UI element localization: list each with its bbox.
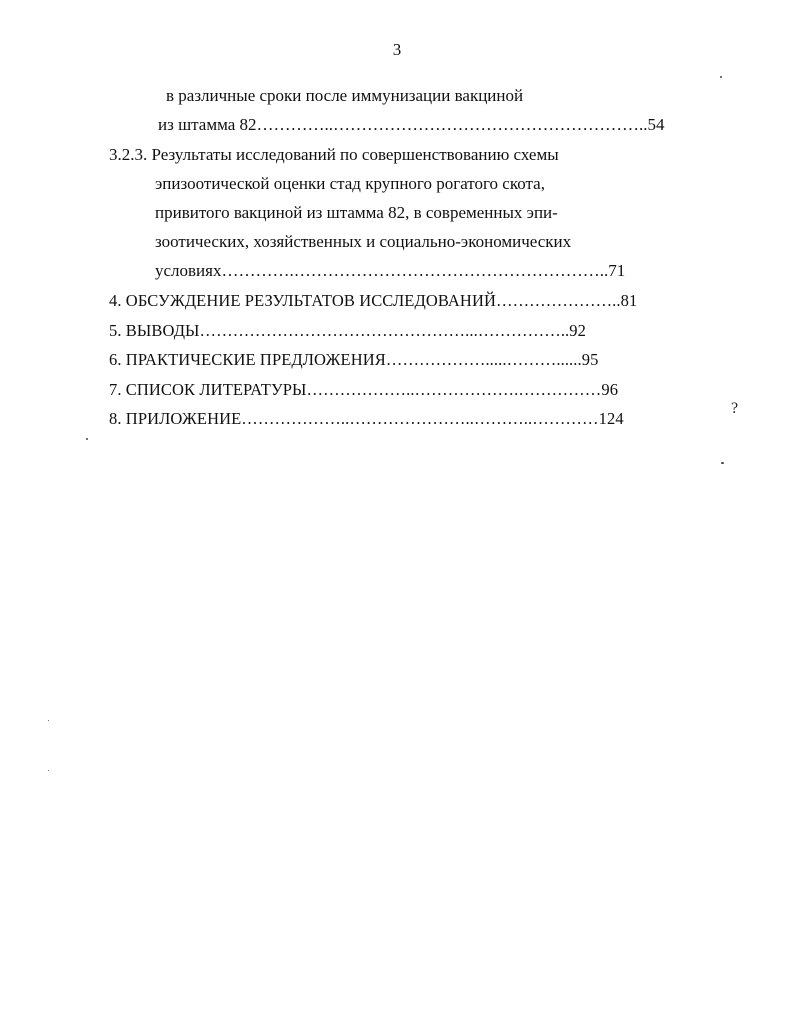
margin-mark: ? [731,400,739,417]
toc-entry-3-2-3-line-3: привитого вакциной из штамма 82, в современных эпи- [155,203,558,222]
toc-entry-3-2-3-line-4: зоотических, хозяйственных и социально-экономических [155,232,572,251]
scan-speck [720,76,722,78]
scan-speck [86,438,88,440]
page-number: 3 [392,40,402,59]
toc-entry-3-2-3-line-2: эпизоотической оценки стад крупного рогатого скота, [155,174,545,193]
toc-entry-7: 7. СПИСОК ЛИТЕРАТУРЫ………………..……………….……………96 [109,380,619,399]
scan-speck [48,770,49,771]
toc-entry-3-2-3: 3.2.3. Результаты исследований по совершенствованию схемы [109,145,559,164]
toc-entry-8: 8. ПРИЛОЖЕНИЕ………………..…………………..………..…………124 [109,409,624,428]
scan-speck [721,462,724,464]
toc-entry-4: 4. ОБСУЖДЕНИЕ РЕЗУЛЬТАТОВ ИССЛЕДОВАНИЙ…………………..81 [109,291,638,310]
toc-entry-6: 6. ПРАКТИЧЕСКИЕ ПРЕДЛОЖЕНИЯ……………….....………......95 [109,350,599,369]
toc-line-continuation-2: из штамма 82…………..………………………………………………..54 [158,115,665,134]
scan-speck [48,720,49,721]
toc-line-continuation-1: в различные сроки после иммунизации вакциной [166,86,524,105]
toc-entry-5: 5. ВЫВОДЫ…………………………………………...……………..92 [109,321,586,340]
toc-entry-3-2-3-line-5: условиях………….………………………………………………..71 [155,261,626,280]
